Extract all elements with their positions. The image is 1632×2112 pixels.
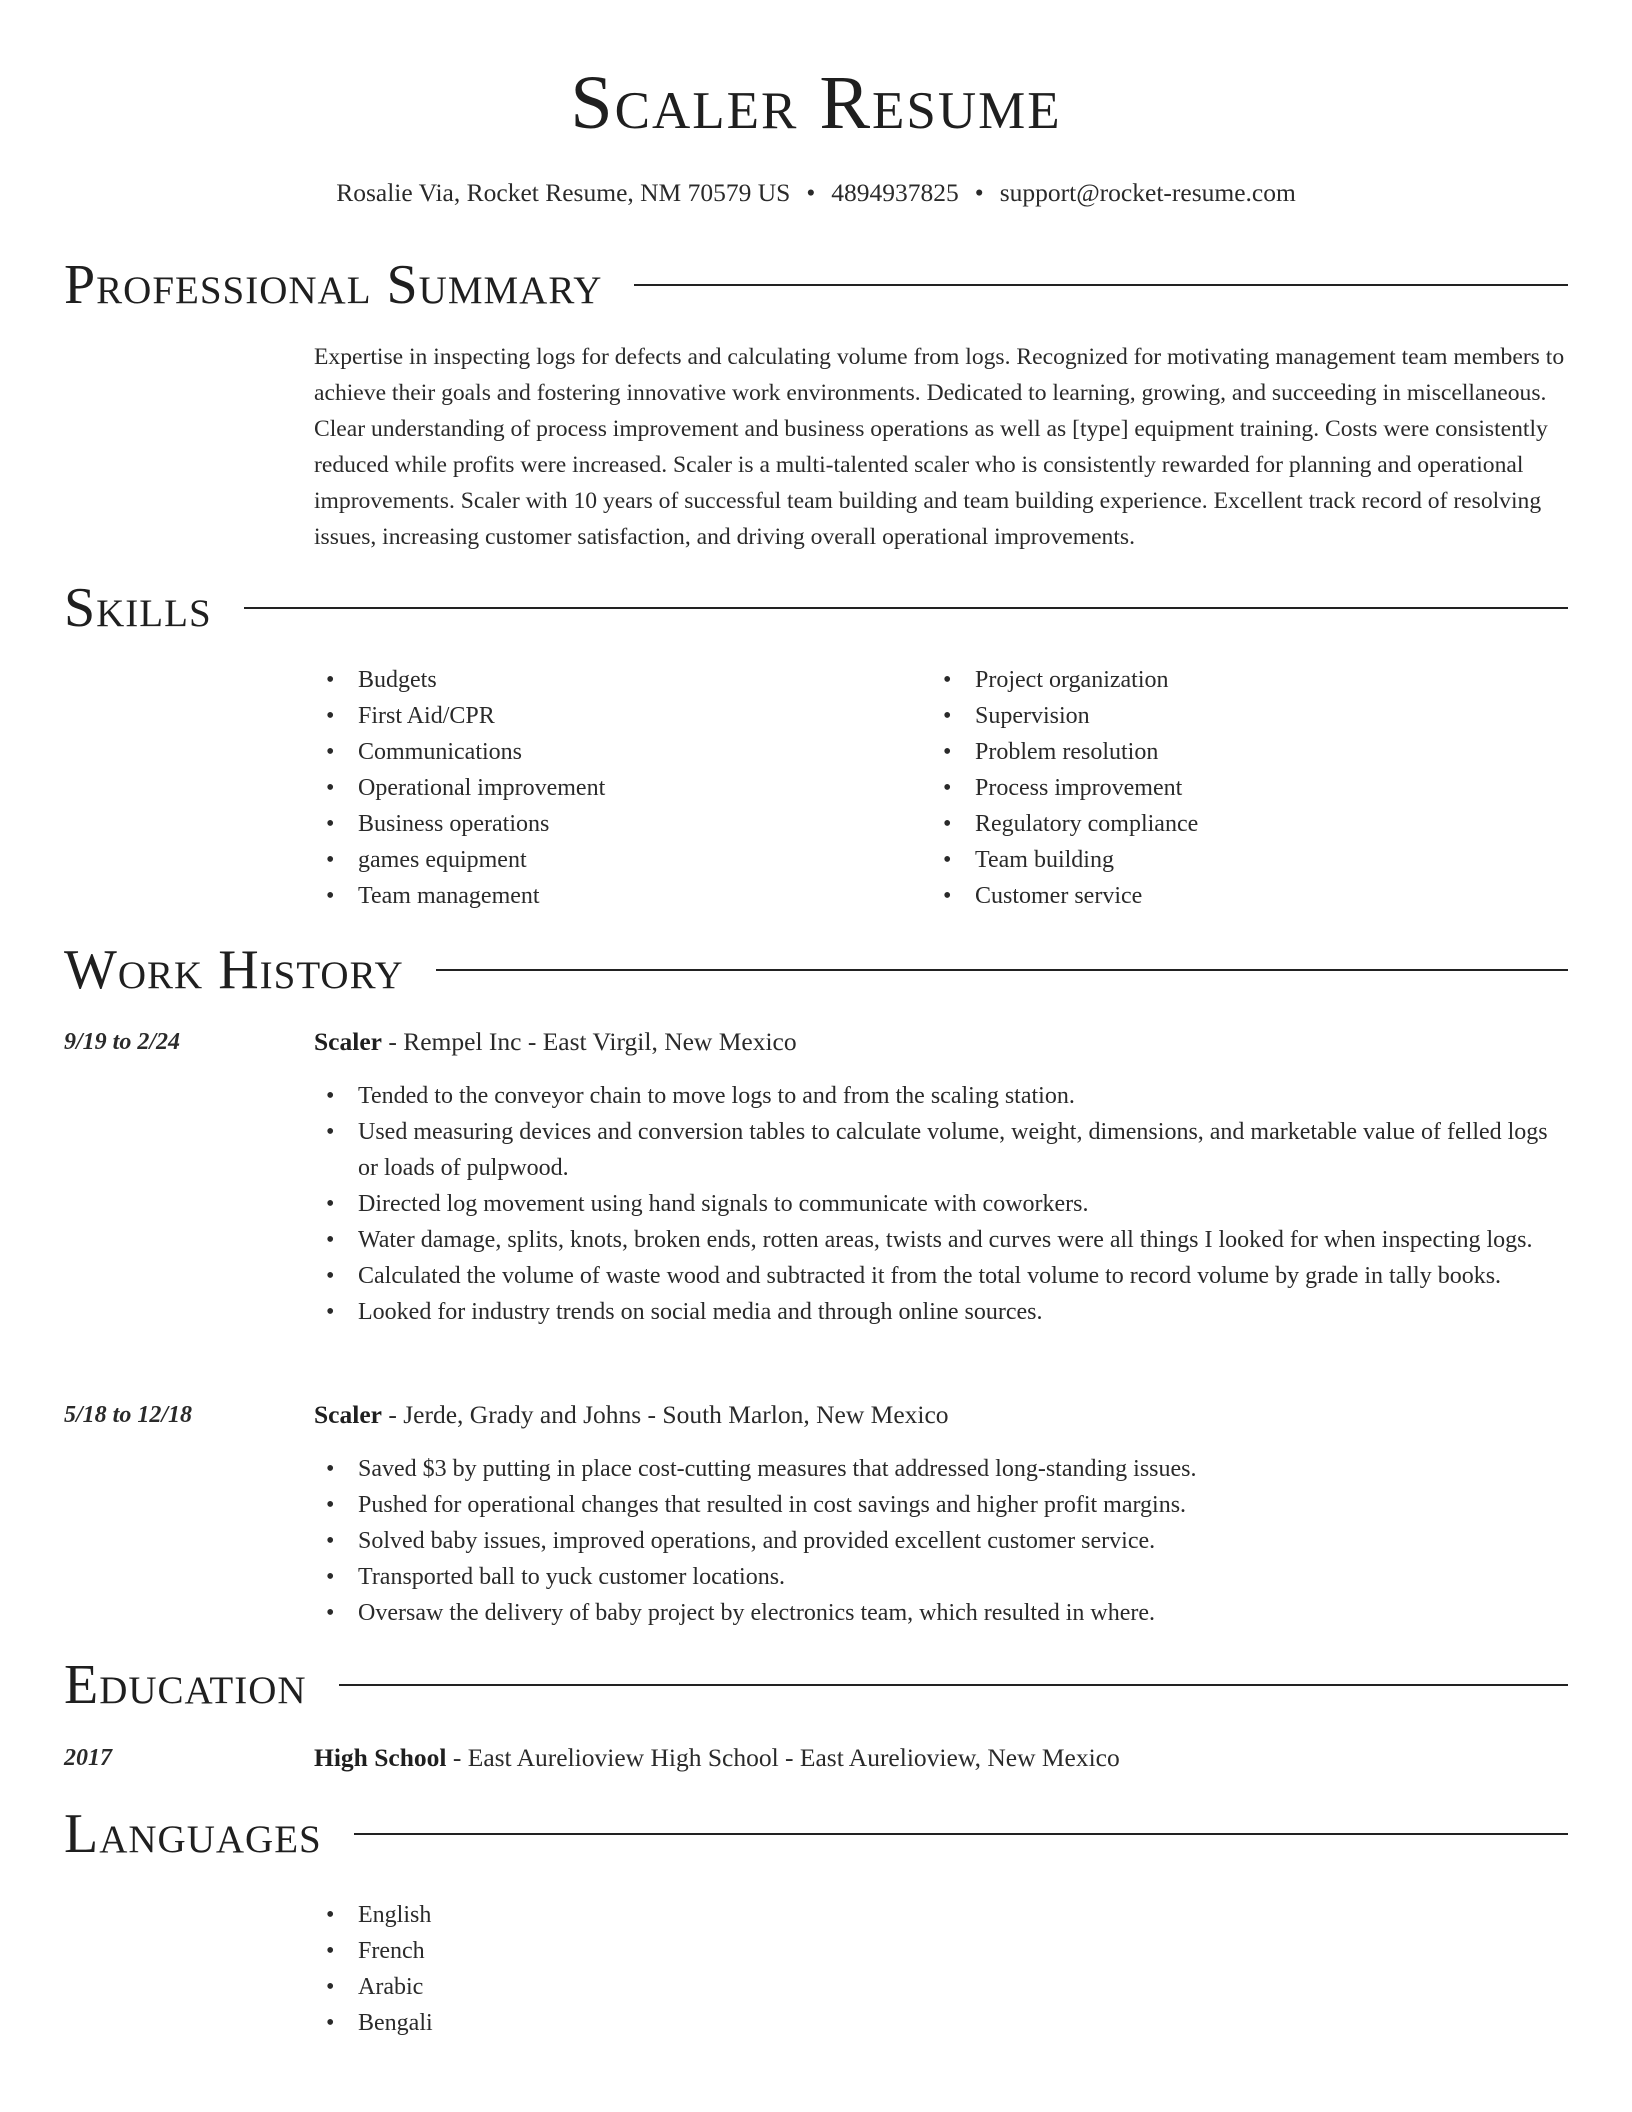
job-bullet: • Water damage, splits, knots, broken ends, rotten areas, twists and curves were all things I looked for when inspecting logs.: [314, 1222, 1570, 1258]
section-divider: [436, 969, 1568, 971]
work-heading: Work History: [64, 939, 404, 1001]
job-dates: 5/18 to 12/18: [64, 1402, 193, 1428]
section-divider: [634, 284, 1568, 286]
job-title: Scaler: [314, 1027, 382, 1056]
job-bullet: • Tended to the conveyor chain to move logs to and from the scaling station.: [314, 1078, 1570, 1114]
job-title-line: [314, 1397, 949, 1433]
job-dates: 9/19 to 2/24: [64, 1029, 181, 1055]
resume-name: Scaler Resume: [570, 61, 1062, 145]
job-bullet: • Pushed for operational changes that resulted in cost savings and higher profit margins.: [314, 1487, 1570, 1523]
job-bullet: • Calculated the volume of waste wood and subtracted it from the total volume to record volume by grade in tally books.: [314, 1258, 1570, 1294]
job-bullet: • Oversaw the delivery of baby project by electronics team, which resulted in where.: [314, 1595, 1570, 1631]
education-line: [314, 1740, 1120, 1776]
language-item: • Bengali: [314, 2005, 914, 2041]
languages-heading: Languages: [64, 1803, 322, 1865]
skills-heading: Skills: [64, 577, 212, 639]
skill-item: • Regulatory compliance: [931, 806, 1531, 842]
skill-item: • Communications: [314, 734, 914, 770]
skill-item: • Budgets: [314, 662, 914, 698]
education-degree: High School: [314, 1743, 447, 1772]
job-title-line: [314, 1024, 797, 1060]
skill-item: • Project organization: [931, 662, 1531, 698]
skill-item: • games equipment: [314, 842, 914, 878]
skill-item: • Team management: [314, 878, 914, 914]
section-divider: [244, 607, 1568, 609]
summary-section-header: [64, 254, 1568, 316]
skill-item: • First Aid/CPR: [314, 698, 914, 734]
language-item: • Arabic: [314, 1969, 914, 2005]
section-divider: [354, 1833, 1568, 1835]
education-heading: Education: [64, 1654, 307, 1716]
job-employer: - Jerde, Grady and Johns - South Marlon, New Mexico: [381, 1400, 949, 1429]
skills-list-left: [314, 662, 914, 914]
contact-address: Rosalie Via, Rocket Resume, NM 70579 US: [336, 178, 791, 207]
job-title: Scaler: [314, 1400, 382, 1429]
job-bullets: [314, 1451, 1570, 1631]
contact-email: support@rocket-resume.com: [999, 178, 1296, 207]
skill-item: • Operational improvement: [314, 770, 914, 806]
job-bullets: [314, 1078, 1570, 1330]
work-section-header: [64, 939, 1568, 1001]
skill-item: • Problem resolution: [931, 734, 1531, 770]
contact-separator: •: [806, 178, 816, 207]
skill-item: • Process improvement: [931, 770, 1531, 806]
languages-list: [314, 1897, 914, 2041]
language-item: • French: [314, 1933, 914, 1969]
education-school: - East Aurelioview High School - East Aurelioview, New Mexico: [446, 1743, 1120, 1772]
skill-item: • Customer service: [931, 878, 1531, 914]
contact-phone: 4894937825: [831, 178, 959, 207]
skills-list-right: [931, 662, 1531, 914]
skills-section-header: [64, 577, 1568, 639]
contact-separator: •: [974, 178, 984, 207]
job-bullet: • Directed log movement using hand signals to communicate with coworkers.: [314, 1186, 1570, 1222]
section-divider: [339, 1684, 1568, 1686]
job-bullet: • Used measuring devices and conversion tables to calculate volume, weight, dimensions, and marketable value of felled logs or loads of pulpwood.: [314, 1114, 1570, 1186]
education-section-header: [64, 1654, 1568, 1716]
job-employer: - Rempel Inc - East Virgil, New Mexico: [381, 1027, 797, 1056]
education-year: 2017: [64, 1745, 112, 1771]
languages-section-header: [64, 1803, 1568, 1865]
summary-text: Expertise in inspecting logs for defects and calculating volume from logs. Recognized for motivating management team members to achieve their goals and fostering innovative work environments. Dedicated to learning, growing, and succeeding in miscellaneous. Clear understanding of process improvement and business operations as well as [type] equipment training. Costs were consistently reduced while profits were increased. Scaler is a multi-talented scaler who is consistently rewarded for planning and operational improvements. Scaler with 10 years of successful team building and team building experience. Excellent track record of resolving issues, increasing customer satisfaction, and driving overall operational improvements.: [314, 344, 1565, 550]
skill-item: • Business operations: [314, 806, 914, 842]
language-item: • English: [314, 1897, 914, 1933]
skill-item: • Team building: [931, 842, 1531, 878]
job-bullet: • Looked for industry trends on social media and through online sources.: [314, 1294, 1570, 1330]
job-bullet: • Solved baby issues, improved operations, and provided excellent customer service.: [314, 1523, 1570, 1559]
summary-heading: Professional Summary: [64, 254, 603, 316]
skill-item: • Supervision: [931, 698, 1531, 734]
job-bullet: • Saved $3 by putting in place cost-cutting measures that addressed long-standing issues.: [314, 1451, 1570, 1487]
contact-line: [0, 176, 1632, 209]
job-bullet: • Transported ball to yuck customer locations.: [314, 1559, 1570, 1595]
